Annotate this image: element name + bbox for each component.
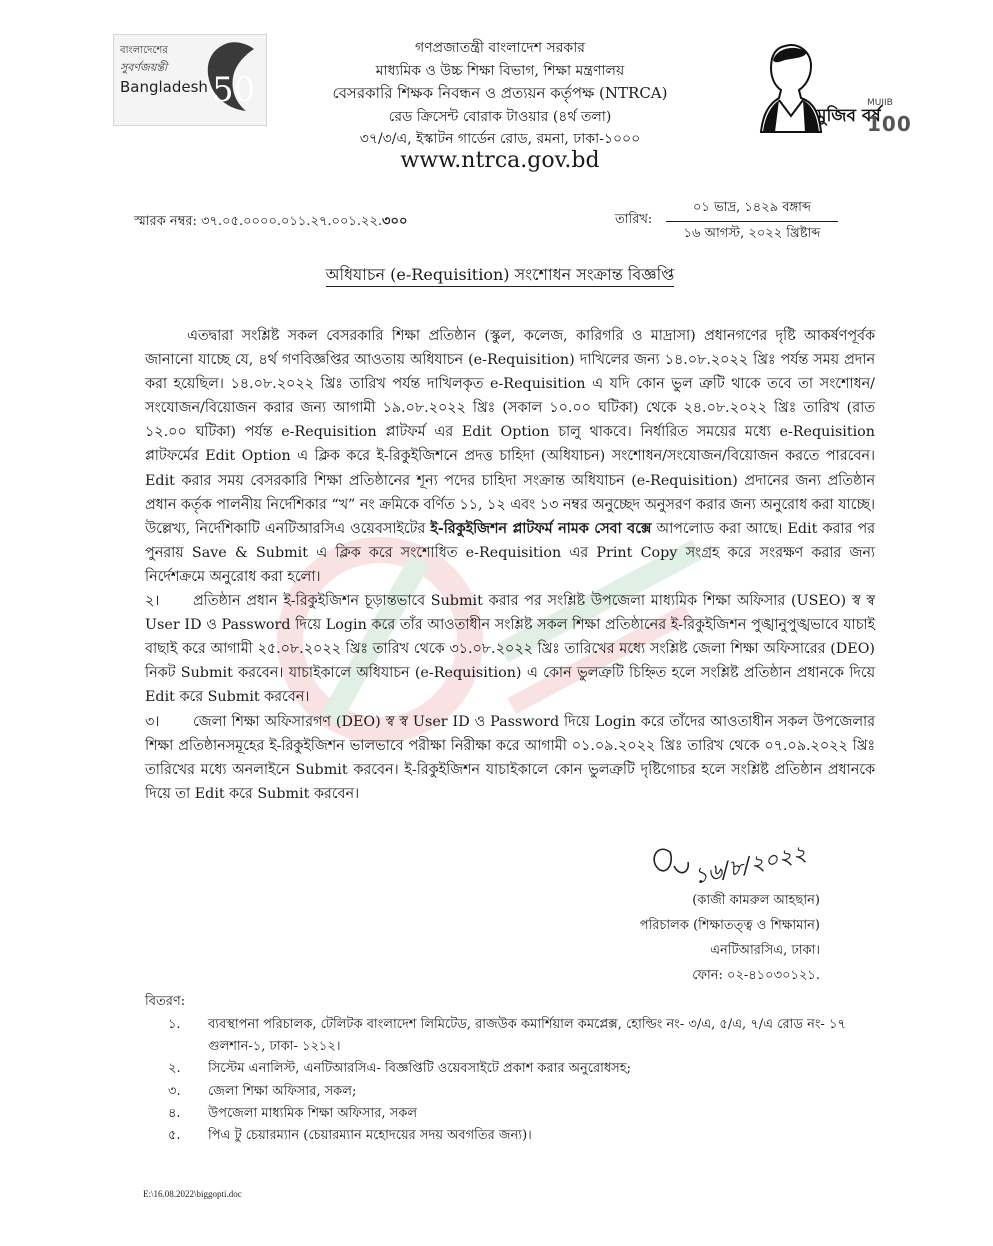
paragraph-2-text: প্রতিষ্ঠান প্রধান ই-রিকুইজিশন চূড়ান্তভাবে Submit করার পর সংশ্লিষ্ট উপজেলা মাধ্যমিক শিক্ষা অফিসার (USEO) স্ব স্ব User ID ও Password দিয়ে Login করে তাঁর আওতাধীন সংশ্লিষ্ট সকল শিক্ষা প্রতিষ্ঠানের ই-রিকুইজিশন পুঙ্খানুপুঙ্খভাবে যাচাই বাছাই করে আগামী ২৫.০৮.২০২২ খ্রিঃ তারিখ থেকে ৩১.০৮.২০২২ খ্রিঃ তারিখের মধ্যে সংশ্লিষ্ট জেলা শিক্ষা অফিসারের (DEO) নিকট Submit করবেন। যাচাইকালে অধিযাচন (e-Requisition) এ কোন ভুলত্রুটি চিহ্নিত হলে সংশ্লিষ্ট প্রতিষ্ঠান প্রধানকে দিয়ে Edit করে Submit করবেন। bbox=[145, 593, 875, 706]
signatory-designation: পরিচালক (শিক্ষাতত্ত্ব ও শিক্ষামান) bbox=[639, 918, 820, 933]
list-item bbox=[150, 1103, 890, 1125]
list-item-text: সিস্টেম এনালিস্ট, এনটিআরসিএ- বিজ্ঞপ্তিটি ওয়েবসাইটে প্রকাশ করার অনুরোধসহ; bbox=[208, 1061, 631, 1077]
logo-text-1: বাংলাদেশের bbox=[120, 45, 168, 56]
memo-value-bold: ৩০০ bbox=[382, 214, 408, 229]
mujib-number: 100 bbox=[867, 112, 912, 136]
paragraph-3 bbox=[145, 710, 875, 806]
memo-label: স্মারক নম্বর: bbox=[134, 214, 197, 229]
handwritten-signature bbox=[640, 822, 830, 892]
website-link[interactable]: www.ntrca.gov.bd bbox=[400, 148, 600, 173]
list-item-number: ৪. bbox=[168, 1105, 181, 1121]
list-item bbox=[150, 1081, 890, 1103]
list-item-text: জেলা শিক্ষা অফিসার, সকল; bbox=[208, 1083, 357, 1099]
list-item bbox=[150, 1125, 890, 1147]
list-item-text: পিএ টু চেয়ারম্যান (চেয়ারম্যান মহোদয়ের সদয় অবগতির জন্য)। bbox=[208, 1128, 532, 1144]
list-item-number: ১. bbox=[168, 1017, 181, 1032]
header-line-5: ৩৭/৩/এ, ইস্কাটন গার্ডেন রোড, রমনা, ঢাকা-১০০০ bbox=[359, 131, 641, 147]
notice-title bbox=[120, 262, 880, 289]
list-item-text: ব্যবস্থাপনা পরিচালক, টেলিটক বাংলাদেশ লিমিটেড, রাজউক কমার্শিয়াল কমপ্লেক্স, হোল্ডিং নং- ৩/এ, ৫/এ, ৭/এ রোড নং- ১৭ গুলশান-১, ঢাকা- ১২১২। bbox=[208, 1017, 846, 1055]
golden-jubilee-logo bbox=[113, 34, 267, 126]
date-english: ১৬ আগস্ট, ২০২২ খ্রিষ্টাব্দ bbox=[683, 226, 821, 241]
list-item-number: ২. bbox=[168, 1061, 181, 1077]
mujib-borsho-logo bbox=[755, 36, 912, 136]
file-path-footer: E:\16.08.2022\biggopti.doc bbox=[143, 1189, 242, 1199]
date-bangla: ০১ ভাদ্র, ১৪২৯ বঙ্গাব্দ bbox=[666, 198, 838, 222]
list-item bbox=[150, 1014, 890, 1058]
paragraph-1-bold: ই-রিকুইজিশন প্লাটফর্ম নামক সেবা বক্সে bbox=[430, 520, 652, 537]
paragraph-3-number: ৩। bbox=[145, 713, 160, 730]
signature-date: ১৬/৮/২০২২ bbox=[691, 841, 809, 890]
mujib-small-text: MUJIB bbox=[867, 98, 893, 108]
logo-text-3: Bangladesh bbox=[120, 78, 208, 96]
notice-title-text: অধিযাচন (e-Requisition) সংশোধন সংক্রান্ত বিজ্ঞপ্তি bbox=[326, 265, 675, 287]
paragraph-1 bbox=[145, 324, 875, 589]
header-line-2: মাধ্যমিক ও উচ্চ শিক্ষা বিভাগ, শিক্ষা মন্ত্রণালয় bbox=[375, 63, 625, 79]
header-line-4: রেড ক্রিসেন্ট বোরাক টাওয়ার (৪র্থ তলা) bbox=[388, 109, 612, 125]
logo-text-2: সুবর্ণজয়ন্তী bbox=[120, 61, 168, 74]
paragraph-3-text: জেলা শিক্ষা অফিসারগণ (DEO) স্ব স্ব User ID ও Password দিয়ে Login করে তাঁদের আওতাধীন সকল উপজেলার শিক্ষা প্রতিষ্ঠানসমূহের ই-রিকুইজিশন ভালভাবে পরীক্ষা নিরীক্ষা করে আগামী ০১.০৯.২০২২ খ্রিঃ তারিখ থেকে ০৭.০৯.২০২২ খ্রিঃ তারিখের মধ্যে অনলাইনে Submit করবেন। ই-রিকুইজিশন যাচাইকালে কোন ভুলত্রুটি দৃষ্টিগোচর হলে সংশ্লিষ্ট প্রতিষ্ঠান প্রধানকে দিয়ে তা Edit করে Submit করবেন। bbox=[145, 713, 875, 802]
portrait-sketch-icon bbox=[755, 36, 825, 136]
list-item-number: ৩. bbox=[168, 1083, 181, 1099]
header-line-1: গণপ্রজাতন্ত্রী বাংলাদেশ সরকার bbox=[415, 40, 585, 56]
list-item bbox=[150, 1058, 890, 1080]
memo-number bbox=[134, 212, 407, 233]
signatory-org: এনটিআরসিএ, ঢাকা। bbox=[710, 943, 820, 958]
paragraph-2 bbox=[145, 589, 875, 709]
paragraph-1-text-a: এতদ্বারা সংশ্লিষ্ট সকল বেসরকারি শিক্ষা প্রতিষ্ঠান (স্কুল, কলেজ, কারিগরি ও মাদ্রাসা) প্রধানগণের দৃষ্টি আকর্ষণপূর্বক জানানো যাচ্ছে যে, ৪র্থ গণবিজ্ঞপ্তির আওতায় অধিযাচন (e-Requisition) দাখিলের জন্য ১৪.০৮.২০২২ খ্রিঃ পর্যন্ত সময় প্রদান করা হয়েছিল। ১৪.০৮.২০২২ খ্রিঃ তারিখ পর্যন্ত দাখিলকৃত e-Requisition এ যদি কোন ভুল ত্রুটি থাকে তবে তা সংশোধন/সংযোজন/বিয়োজন করার জন্য আগামী ১৯.০৮.২০২২ খ্রিঃ (সকাল ১০.০০ ঘটিকা) থেকে ২৪.০৮.২০২২ খ্রিঃ তারিখ (রাত ১২.০০ ঘটিকা) পর্যন্ত e-Requisition প্লাটফর্ম এর Edit Option চালু থাকবে। নির্ধারিত সময়ের মধ্যে e-Requisition প্লাটফর্মের Edit Option এ ক্লিক করে ই-রিকুইজিশনে প্রদত্ত চাহিদা (অধিযাচন) সংশোধন/সংযোজন/বিয়োজন করতে পারবেন। Edit করার সময় বেসরকারি শিক্ষা প্রতিষ্ঠানের শূন্য পদের চাহিদা সংক্রান্ত অধিযাচন (e-Requisition) প্রদানের জন্য প্রতিষ্ঠান প্রধান কর্তৃক পালনীয় নির্দেশিকার “খ” নং ক্রমিকে বর্ণিত ১১, ১২ এবং ১৩ নম্বর অনুচ্ছেদ অনুসরণ করার জন্য অনুরোধ করা যাচ্ছে। উল্লেখ্য, নির্দেশিকাটি এনটিআরসিএ ওয়েবসাইটের bbox=[145, 328, 875, 537]
mujib-text: মুজিব বর্ষ bbox=[817, 106, 881, 126]
list-item-text: উপজেলা মাধ্যমিক শিক্ষা অফিসার, সকল bbox=[208, 1105, 418, 1121]
date-label: তারিখ: bbox=[615, 212, 653, 227]
distribution-heading: বিতরণ: bbox=[145, 994, 186, 1009]
list-item-number: ৫. bbox=[168, 1128, 181, 1144]
paragraph-1-text-b: আপলোড করা আছে। Edit করার পর পুনরায় Save & Submit এ ক্লিক করে সংশোধিত e-Requisition এর Print Copy সংগ্রহ করে সংরক্ষণ করার জন্য নির্দেশক্রমে অনুরোধ করা হলো। bbox=[145, 520, 876, 585]
notice-body bbox=[145, 324, 875, 806]
jubilee-number: 50 bbox=[212, 70, 256, 110]
signatory-phone: ফোন: ০২-৪১০৩০১২১. bbox=[692, 968, 820, 983]
header-line-3: বেসরকারি শিক্ষক নিবন্ধন ও প্রত্যয়ন কর্তৃপক্ষ (NTRCA) bbox=[332, 84, 668, 102]
memo-value: ৩৭.০৫.০০০০.০১১.২৭.০০১.২২. bbox=[201, 214, 383, 229]
signatory-name: (কাজী কামরুল আহছান) bbox=[692, 893, 820, 908]
signature-block bbox=[560, 888, 820, 988]
paragraph-2-number: ২। bbox=[145, 593, 160, 610]
distribution-list bbox=[150, 1014, 890, 1147]
